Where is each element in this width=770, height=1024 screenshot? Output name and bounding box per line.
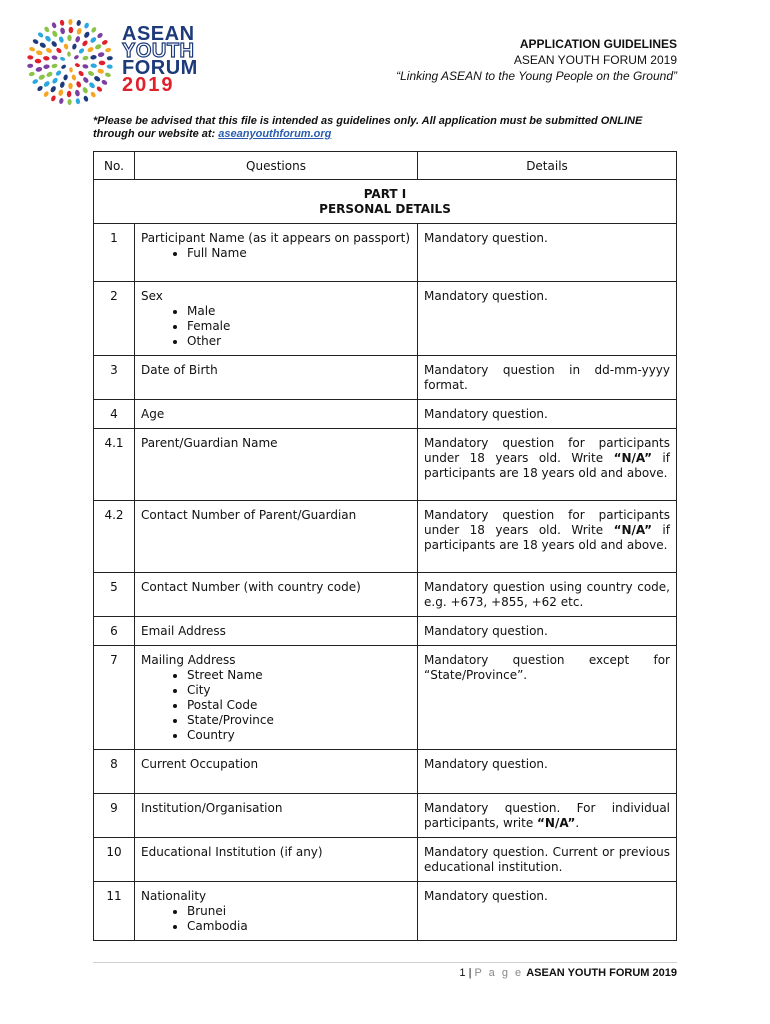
table-row xyxy=(94,882,677,941)
logo-petal xyxy=(60,64,66,70)
document-tagline: “Linking ASEAN to the Young People on the Ground” xyxy=(396,69,677,83)
logo-petal xyxy=(58,89,64,97)
question-options xyxy=(141,668,411,743)
logo-petal xyxy=(32,78,39,85)
option-item: • Brunei xyxy=(187,904,411,919)
logo-petal xyxy=(51,77,58,85)
logo-petal xyxy=(107,56,113,61)
question-options xyxy=(141,304,411,349)
logo-petal xyxy=(74,62,80,67)
table-row xyxy=(94,573,677,617)
logo-petal xyxy=(82,55,89,61)
question-text: Current Occupation xyxy=(141,757,259,771)
logo-petal xyxy=(104,72,111,78)
logo-petal xyxy=(35,50,43,56)
question-text: Participant Name (as it appears on passport) xyxy=(141,231,411,245)
logo-petal xyxy=(87,70,95,77)
logo-petal xyxy=(76,20,81,27)
logo-petal xyxy=(81,39,88,47)
option-item: • State/Province xyxy=(187,713,411,728)
row-question xyxy=(135,429,418,501)
logo-petal xyxy=(78,70,85,77)
logo-line-year: 2019 xyxy=(122,74,175,96)
row-details xyxy=(418,429,677,501)
logo-petal xyxy=(101,79,108,86)
question-text: Email Address xyxy=(141,624,226,638)
document-subtitle: ASEAN YOUTH FORUM 2019 xyxy=(513,53,677,67)
logo-petal xyxy=(83,31,90,39)
row-question xyxy=(135,282,418,356)
option-item: • Country xyxy=(187,728,411,743)
logo-petal xyxy=(28,71,35,77)
header-questions: Questions xyxy=(135,152,418,180)
logo-petal xyxy=(88,81,96,89)
table-row xyxy=(94,429,677,501)
logo-petal xyxy=(67,91,72,98)
document-title: APPLICATION GUIDELINES xyxy=(519,37,677,51)
part-row xyxy=(94,180,677,224)
logo-petal xyxy=(55,47,62,54)
footer-brand: ASEAN YOUTH FORUM 2019 xyxy=(526,967,677,979)
part-title: PERSONAL DETAILS xyxy=(319,202,451,216)
option-item: • Female xyxy=(187,319,411,334)
logo-petal xyxy=(60,27,66,34)
question-text: Sex xyxy=(141,289,163,303)
table-row xyxy=(94,224,677,282)
guidelines-table xyxy=(93,151,677,941)
table-row xyxy=(94,750,677,794)
row-question xyxy=(135,400,418,429)
row-number: 8 xyxy=(94,750,135,794)
na-note: “N/A” xyxy=(537,816,576,830)
logo-petal xyxy=(38,74,46,81)
row-number: 4 xyxy=(94,400,135,429)
logo-petal xyxy=(94,43,102,50)
logo-petal xyxy=(90,63,97,68)
row-number: 7 xyxy=(94,646,135,750)
logo-petal xyxy=(67,99,71,105)
table-row xyxy=(94,646,677,750)
logo-petal xyxy=(90,26,97,33)
logo-petal xyxy=(96,86,103,93)
row-details: Mandatory question. Current or previous educational institution. xyxy=(418,838,677,882)
logo-petal xyxy=(37,31,44,38)
table-row xyxy=(94,356,677,400)
row-details: Mandatory question. xyxy=(418,282,677,356)
question-text: Mailing Address xyxy=(141,653,236,667)
logo-petal xyxy=(63,43,69,50)
row-details: Mandatory question except for “State/Province”. xyxy=(418,646,677,750)
logo-petal xyxy=(93,75,101,82)
row-details xyxy=(418,794,677,838)
row-number: 4.2 xyxy=(94,501,135,573)
guidelines-notice xyxy=(93,115,683,141)
part-heading xyxy=(94,180,677,224)
header-details: Details xyxy=(418,152,677,180)
logo-petal xyxy=(63,74,69,81)
question-text: Nationality xyxy=(141,889,207,903)
logo-petal xyxy=(27,55,33,60)
logo-petal xyxy=(59,19,64,26)
logo-petal xyxy=(76,27,82,35)
header-no: No. xyxy=(94,152,135,180)
logo-petal xyxy=(89,36,97,44)
table-row xyxy=(94,400,677,429)
row-question xyxy=(135,794,418,838)
question-text: Date of Birth xyxy=(141,363,218,377)
logo-petal xyxy=(87,46,95,53)
logo-petal xyxy=(83,95,89,102)
option-item: • City xyxy=(187,683,411,698)
logo-petal xyxy=(43,80,51,88)
details-text: if participants are 18 years old and above. xyxy=(424,451,670,480)
row-details: Mandatory question. xyxy=(418,617,677,646)
question-options xyxy=(141,904,411,934)
logo-petal xyxy=(101,39,108,46)
footer-divider xyxy=(93,962,677,963)
details-text: if participants are 18 years old and above. xyxy=(424,523,670,552)
logo-petal xyxy=(72,43,78,50)
logo-petal xyxy=(50,95,56,102)
logo-petal xyxy=(39,42,47,49)
logo-petal xyxy=(69,67,73,73)
logo-petal xyxy=(51,30,58,38)
row-number: 3 xyxy=(94,356,135,400)
logo-petal xyxy=(43,64,50,70)
row-question xyxy=(135,356,418,400)
logo-petal xyxy=(97,52,104,58)
row-details: Mandatory question. xyxy=(418,400,677,429)
logo-petal xyxy=(59,98,64,105)
logo-petal xyxy=(75,81,81,89)
row-number: 10 xyxy=(94,838,135,882)
option-item: • Male xyxy=(187,304,411,319)
details-text: Mandatory question for participants under 18 years old. Write xyxy=(424,436,670,465)
logo-petal xyxy=(32,38,39,45)
logo-petal xyxy=(73,54,79,60)
question-text: Age xyxy=(141,407,165,421)
page-label: P a g e xyxy=(474,967,524,979)
logo-petal xyxy=(90,91,97,98)
question-options xyxy=(141,246,411,261)
row-details xyxy=(418,501,677,573)
row-number: 5 xyxy=(94,573,135,617)
logo-petal xyxy=(68,27,73,34)
logo-petal xyxy=(35,59,42,64)
row-details: Mandatory question using country code, e.g. +673, +855, +62 etc. xyxy=(418,573,677,617)
logo-petal xyxy=(67,35,72,41)
logo-petal xyxy=(43,90,50,97)
row-number: 1 xyxy=(94,224,135,282)
details-text: Mandatory question for participants under 18 years old. Write xyxy=(424,508,670,537)
logo-petal xyxy=(99,60,106,65)
na-note: “N/A” xyxy=(613,523,652,537)
logo-petal xyxy=(71,74,77,81)
part-number: PART I xyxy=(363,187,407,201)
row-details: Mandatory question. xyxy=(418,750,677,794)
logo-petal xyxy=(51,55,58,61)
option-item: • Postal Code xyxy=(187,698,411,713)
logo-petal xyxy=(59,81,65,88)
logo-line-asean: ASEAN xyxy=(122,23,195,45)
page-footer xyxy=(459,967,677,979)
logo-petal xyxy=(78,47,85,54)
details-text: Mandatory question. For individual participants, write xyxy=(424,801,670,830)
row-details: Mandatory question in dd-mm-yyyy format. xyxy=(418,356,677,400)
details-text: . xyxy=(575,816,580,830)
row-number: 9 xyxy=(94,794,135,838)
row-question xyxy=(135,646,418,750)
row-question xyxy=(135,617,418,646)
logo-petal xyxy=(46,71,54,78)
row-question xyxy=(135,224,418,282)
notice-text: *Please be advised that this file is intended as guidelines only. All application must be submitted ONLINE through our website at: xyxy=(93,115,643,140)
row-details: Mandatory question. xyxy=(418,882,677,941)
document-header xyxy=(396,36,677,84)
row-number: 4.1 xyxy=(94,429,135,501)
option-item: • Other xyxy=(187,334,411,349)
logo-petal xyxy=(68,19,72,25)
logo-petal xyxy=(82,76,90,84)
logo-petal xyxy=(58,36,64,44)
logo-petal xyxy=(27,63,33,68)
page-number: 1 xyxy=(459,967,466,979)
logo-petal xyxy=(90,55,97,61)
logo-line-forum: FORUM xyxy=(122,57,198,79)
question-text: Contact Number (with country code) xyxy=(141,580,361,594)
row-number: 6 xyxy=(94,617,135,646)
row-question xyxy=(135,882,418,941)
question-text: Educational Institution (if any) xyxy=(141,845,323,859)
question-text: Institution/Organisation xyxy=(141,801,283,815)
footer-separator: | xyxy=(468,967,472,979)
row-question xyxy=(135,838,418,882)
logo-petal xyxy=(83,22,89,29)
logo-petal xyxy=(67,51,71,57)
logo-petal xyxy=(68,83,73,89)
row-details: Mandatory question. xyxy=(418,224,677,282)
question-text: Contact Number of Parent/Guardian xyxy=(141,508,357,522)
table-row xyxy=(94,838,677,882)
table-header-row xyxy=(94,152,677,180)
logo-petal xyxy=(50,85,57,93)
row-number: 2 xyxy=(94,282,135,356)
na-note: “N/A” xyxy=(613,451,652,465)
row-question xyxy=(135,501,418,573)
logo-petal xyxy=(75,98,80,105)
logo-petal xyxy=(82,86,89,94)
row-question xyxy=(135,573,418,617)
logo-petal xyxy=(50,40,58,48)
logo-petal xyxy=(75,36,81,43)
table-row xyxy=(94,501,677,573)
logo-petal xyxy=(36,85,43,92)
logo-petal xyxy=(43,26,50,33)
table-row xyxy=(94,794,677,838)
logo-petal xyxy=(44,35,52,43)
logo-petal xyxy=(82,64,89,70)
option-item: • Full Name xyxy=(187,246,411,261)
logo-petal xyxy=(55,70,62,77)
logo-petal xyxy=(60,56,66,61)
logo-wordmark xyxy=(122,23,198,96)
logo-petal xyxy=(105,47,112,53)
row-number: 11 xyxy=(94,882,135,941)
logo-petal xyxy=(97,68,105,74)
table-row xyxy=(94,617,677,646)
logo-petal xyxy=(51,63,58,69)
logo-petal xyxy=(35,66,42,72)
logo-petal xyxy=(29,46,36,52)
row-question xyxy=(135,750,418,794)
table-row xyxy=(94,282,677,356)
logo-petal xyxy=(106,64,112,69)
logo-petal xyxy=(51,22,57,29)
question-text: Parent/Guardian Name xyxy=(141,436,278,450)
option-item: • Cambodia xyxy=(187,919,411,934)
option-item: • Street Name xyxy=(187,668,411,683)
logo-line-youth: YOUTH xyxy=(122,40,195,62)
logo-petal xyxy=(45,47,53,54)
logo-petal xyxy=(43,56,50,61)
logo-petal xyxy=(96,32,103,39)
website-link[interactable]: aseanyouthforum.org xyxy=(218,128,332,140)
logo-petal xyxy=(74,89,80,96)
